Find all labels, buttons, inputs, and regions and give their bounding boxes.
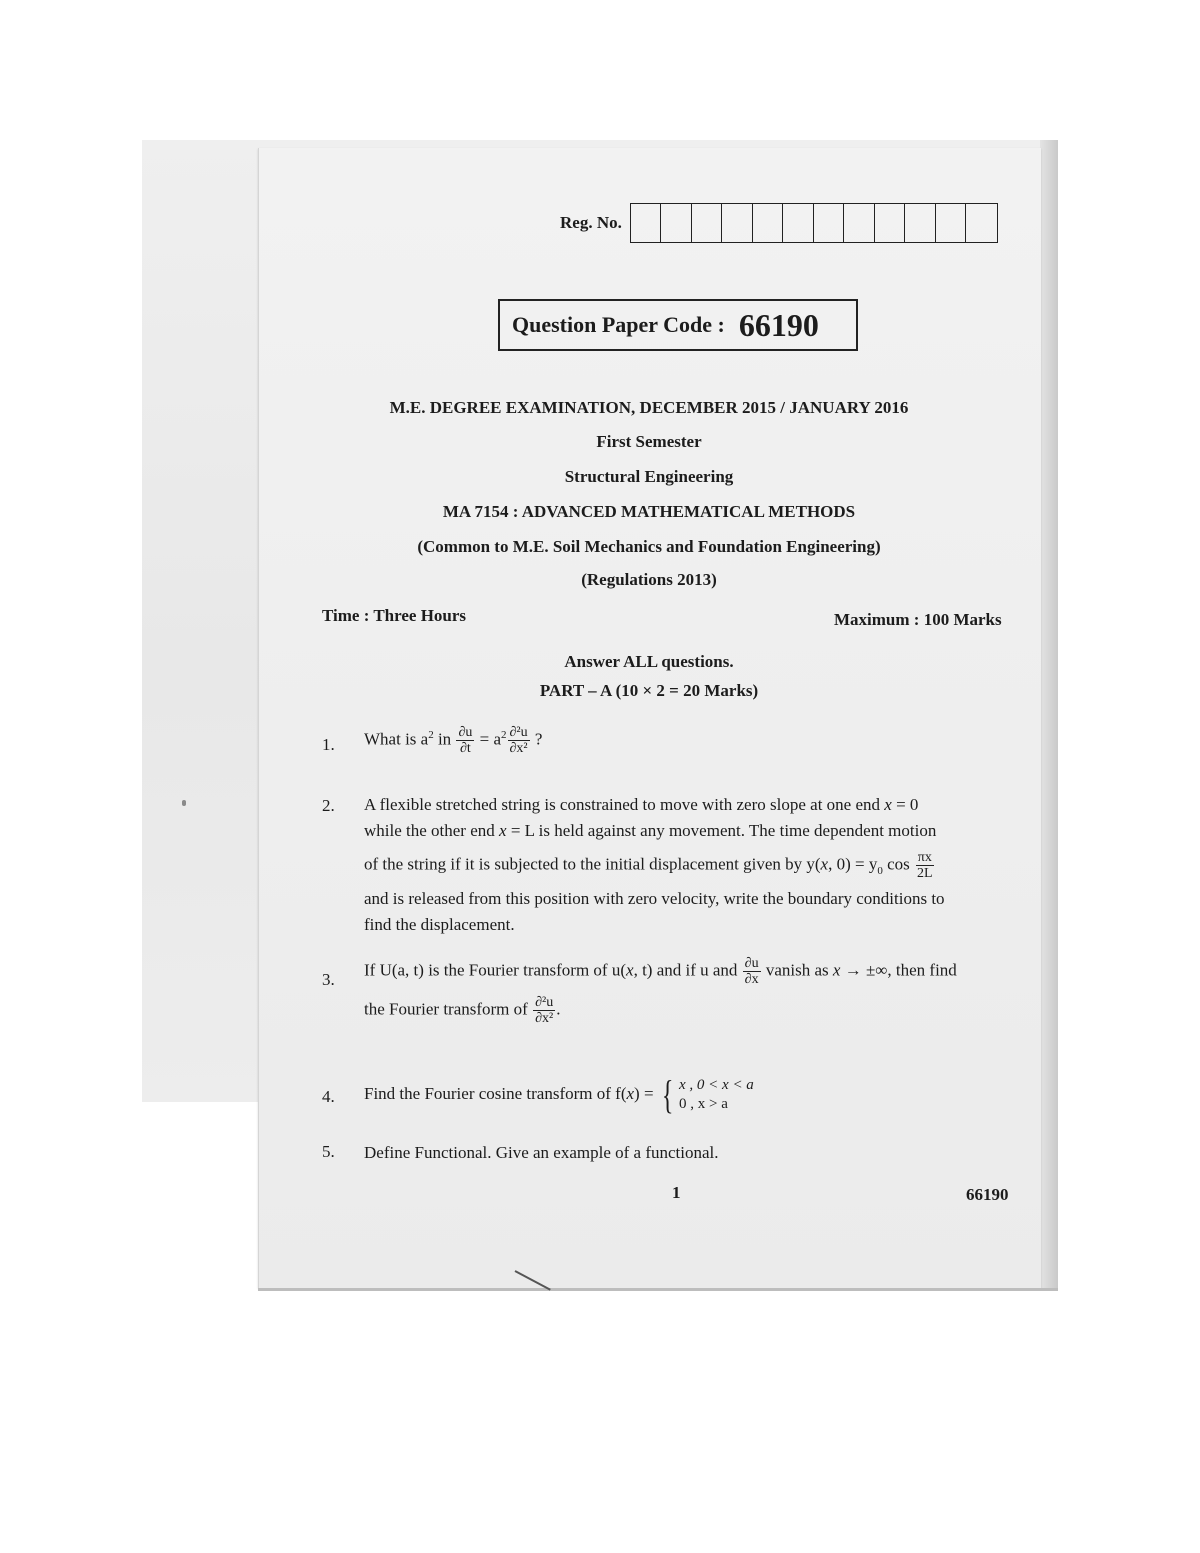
q3-frac1-num: ∂u — [744, 956, 759, 971]
q3-fraction-d2u-dx2 — [533, 995, 555, 1026]
reg-no-digit-box — [631, 204, 662, 242]
q3-var2: x — [832, 960, 841, 980]
reg-no-digit-box — [844, 204, 875, 242]
question-paper-code-value: 66190 — [738, 306, 819, 343]
q4-case-2: 0 , x > a — [679, 1096, 728, 1112]
q2-line1-var: x — [884, 795, 892, 814]
q1-text-eq: = a — [475, 729, 501, 749]
course-title: MA 7154 : ADVANCED MATHEMATICAL METHODS — [442, 502, 856, 521]
q2-line3a: of the string if it is subjected to the initial displacement given by y( — [364, 854, 821, 874]
question-number: 3. — [322, 970, 335, 989]
q1-frac2-num: ∂²u — [509, 725, 528, 741]
q3-line-1 — [364, 956, 988, 987]
maximum-marks: Maximum : 100 Marks — [834, 610, 1002, 629]
scan-speck — [182, 800, 186, 806]
q4-var: x — [626, 1083, 635, 1103]
regulations: (Regulations 2013) — [581, 570, 717, 589]
reg-no-digit-box — [783, 204, 814, 242]
question-5-text: Define Functional. Give an example of a functional. — [364, 1143, 719, 1162]
q2-line3-var: x — [820, 854, 829, 874]
q3-fraction-du-dx — [743, 956, 761, 987]
question-1-text — [364, 722, 988, 756]
q3-post2: → ±∞, then find — [840, 960, 957, 980]
q4-piecewise-function — [658, 1072, 754, 1117]
q4-case-1: x , 0 < x < a — [679, 1077, 754, 1093]
q4-cases — [679, 1076, 754, 1114]
q2-line-3 — [364, 850, 988, 884]
reg-no-digit-box — [905, 204, 936, 242]
reg-no-digit-box — [814, 204, 845, 242]
q2-line2-var: x — [499, 821, 507, 840]
semester: First Semester — [596, 432, 702, 451]
q2-line3c: cos — [882, 854, 915, 874]
q4-pre: Find the Fourier cosine transform of f( — [364, 1083, 627, 1103]
footer-paper-code: 66190 — [966, 1185, 1009, 1204]
q3-post1: vanish as — [761, 960, 833, 980]
question-number: 1. — [322, 735, 335, 754]
q1-fraction-d2u-dx2 — [508, 725, 530, 756]
q3-frac2-num: ∂²u — [535, 995, 554, 1010]
exam-title: M.E. DEGREE EXAMINATION, DECEMBER 2015 / JANUARY 2016 — [389, 398, 909, 417]
part-a-title: PART – A (10 × 2 = 20 Marks) — [539, 681, 759, 700]
q2-line-4: and is released from this position with zero velocity, write the boundary conditions to — [364, 888, 945, 908]
reg-no-label: Reg. No. — [560, 213, 622, 232]
q2-fraction-pix-2l — [915, 850, 935, 881]
q3-pre: If U(a, t) is the Fourier transform of u( — [364, 960, 627, 980]
reg-no-boxes — [630, 203, 998, 243]
q2-line-1 — [364, 792, 988, 818]
question-paper-code-box — [498, 299, 858, 351]
reg-no-digit-box — [753, 204, 784, 242]
q3-var: x — [626, 960, 634, 980]
reg-no-field — [560, 203, 998, 243]
q1-sup2: 2 — [501, 729, 507, 741]
common-to: (Common to M.E. Soil Mechanics and Foundation Engineering) — [417, 537, 881, 556]
time-allowed: Time : Three Hours — [322, 606, 467, 625]
reg-no-digit-box — [661, 204, 692, 242]
sheet-bottom-edge — [258, 1288, 1058, 1291]
question-2-text — [364, 792, 988, 938]
branch: Structural Engineering — [564, 467, 734, 486]
reg-no-digit-box — [722, 204, 753, 242]
q2-line1-text: A flexible stretched string is constrained to move with zero slope at one end — [364, 795, 885, 814]
q1-text-end: ? — [530, 729, 543, 749]
reg-no-digit-box — [875, 204, 906, 242]
q1-frac1-num: ∂u — [458, 725, 473, 741]
scan-edge-shadow — [1040, 140, 1058, 1290]
q1-fraction-du-dt — [456, 725, 474, 756]
q4-brace: { — [661, 1072, 674, 1117]
q2-frac-den: 2L — [917, 866, 933, 881]
q2-line-5: find the displacement. — [364, 914, 515, 934]
reg-no-digit-box — [692, 204, 723, 242]
question-number: 5. — [322, 1142, 335, 1161]
q3-frac2-den: ∂x² — [535, 1011, 554, 1026]
q3-frac1-den: ∂x — [744, 972, 759, 987]
reg-no-digit-box — [966, 204, 997, 242]
q1-frac1-den: ∂t — [459, 741, 471, 757]
question-number: 4. — [322, 1087, 335, 1106]
instruction: Answer ALL questions. — [564, 652, 734, 671]
q2-line1-end: = 0 — [891, 795, 919, 814]
q1-text-in: in — [433, 729, 456, 749]
q4-mid: ) = — [634, 1083, 658, 1103]
question-number: 2. — [322, 796, 335, 815]
page-number: 1 — [672, 1183, 681, 1202]
reg-no-digit-box — [936, 204, 967, 242]
q2-frac-num: πx — [917, 850, 932, 865]
question-4-text — [364, 1072, 988, 1117]
q3-end: . — [556, 999, 561, 1019]
q2-line3b: , 0) = y — [828, 854, 878, 874]
q3-line2: the Fourier transform of — [364, 999, 533, 1019]
q2-line2a: while the other end — [364, 821, 500, 840]
q2-line-2 — [364, 818, 988, 844]
q1-text-start: What is a — [364, 729, 429, 749]
question-paper-code-label: Question Paper Code : — [512, 312, 725, 337]
q3-line-2 — [364, 995, 988, 1026]
q3-mid: , t) and if u and — [633, 960, 742, 980]
q2-line2b: = L is held against any movement. The time dependent motion — [506, 821, 937, 840]
q2-line3-sub: 0 — [877, 864, 883, 877]
q1-sup: 2 — [428, 729, 434, 741]
question-3-text — [364, 956, 988, 1026]
q1-frac2-den: ∂x² — [509, 741, 528, 757]
